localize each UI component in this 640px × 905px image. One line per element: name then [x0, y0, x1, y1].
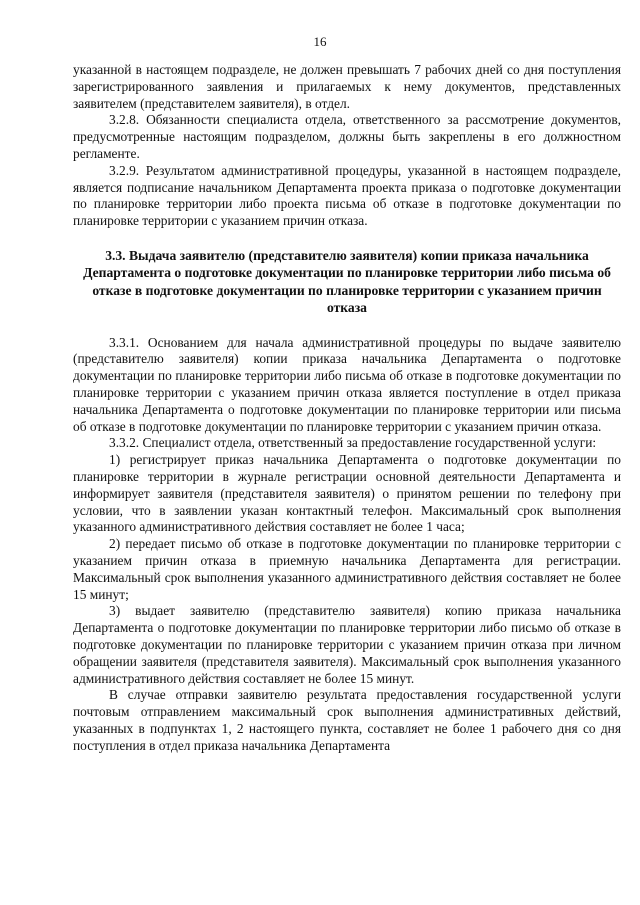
- paragraph-3-2-8: 3.2.8. Обязанности специалиста отдела, ответственного за рассмотрение документов, предусмотренные настоящим подразделом, должны быть закреплены в его должностном регламенте.: [73, 112, 621, 161]
- paragraph-continuation: указанной в настоящем подразделе, не должен превышать 7 рабочих дней со дня поступления зарегистрированного заявления и прилагаемых к нему документов, представленных заявителем (представителем заявителя), в отдел.: [73, 62, 621, 111]
- list-item-1: 1) регистрирует приказ начальника Департамента о подготовке документации по планировке территории в журнале регистрации основной деятельности Департамента и информирует заявителя (представителя заявителя) о принятом решении по телефону при условии, что в заявлении указан контактный телефон. Максимальный срок выполнения указанного административного действия составляет не более 1 часа;: [73, 452, 621, 535]
- list-item-2: 2) передает письмо об отказе в подготовке документации по планировке территории с указанием причин отказа в приемную начальника Департамента для регистрации. Максимальный срок выполнения указанного административного действия составляет не более 15 минут;: [73, 536, 621, 602]
- paragraph-3-2-9: 3.2.9. Результатом административной процедуры, указанной в настоящем подразделе, является подписание начальником Департамента проекта приказа о подготовке документации по планировке территории либо проекта письма об отказе в подготовке документации по планировке территории с указанием причин отказа.: [73, 162, 621, 229]
- page-number: 16: [313, 34, 327, 49]
- paragraph-3-3-2: 3.3.2. Специалист отдела, ответственный за предоставление государственной услуги:: [109, 435, 597, 451]
- document-body: [73, 62, 621, 755]
- paragraph-postal: В случае отправки заявителю результата предоставления государственной услуги почтовым отправлением максимальный срок выполнения административных действий, указанных в подпунктах 1, 2 настоящего пункта, составляет не более 1 рабочего дня со дня поступления в отдел приказа начальника Департамента: [73, 687, 621, 753]
- section-heading-3-3: 3.3. Выдача заявителю (представителю заявителя) копии приказа начальника Департамента о подготовке документации по планировке территории либо письма об отказе в подготовке документации по планировке территории с указанием причин отказа: [83, 247, 611, 316]
- list-item-3: 3) выдает заявителю (представителю заявителя) копию приказа начальника Департамента о подготовке документации по планировке территории либо письмо об отказе в подготовке документации по планировке территории с указанием причин отказа при личном обращении заявителя (представителя заявителя). Максимальный срок выполнения указанного административного действия составляет не более 15 минут.: [73, 603, 621, 686]
- paragraph-3-3-1: 3.3.1. Основанием для начала административной процедуры по выдаче заявителю (представителю заявителя) копии приказа начальника Департамента о подготовке документации по планировке территории либо письма об отказе в подготовке документации по планировке территории с указанием причин отказа является поступление в отдел приказа начальника Департамента о подготовке документации по планировке территории или письма об отказе в подготовке документации по планировке территории с указанием причин отказа.: [73, 334, 621, 434]
